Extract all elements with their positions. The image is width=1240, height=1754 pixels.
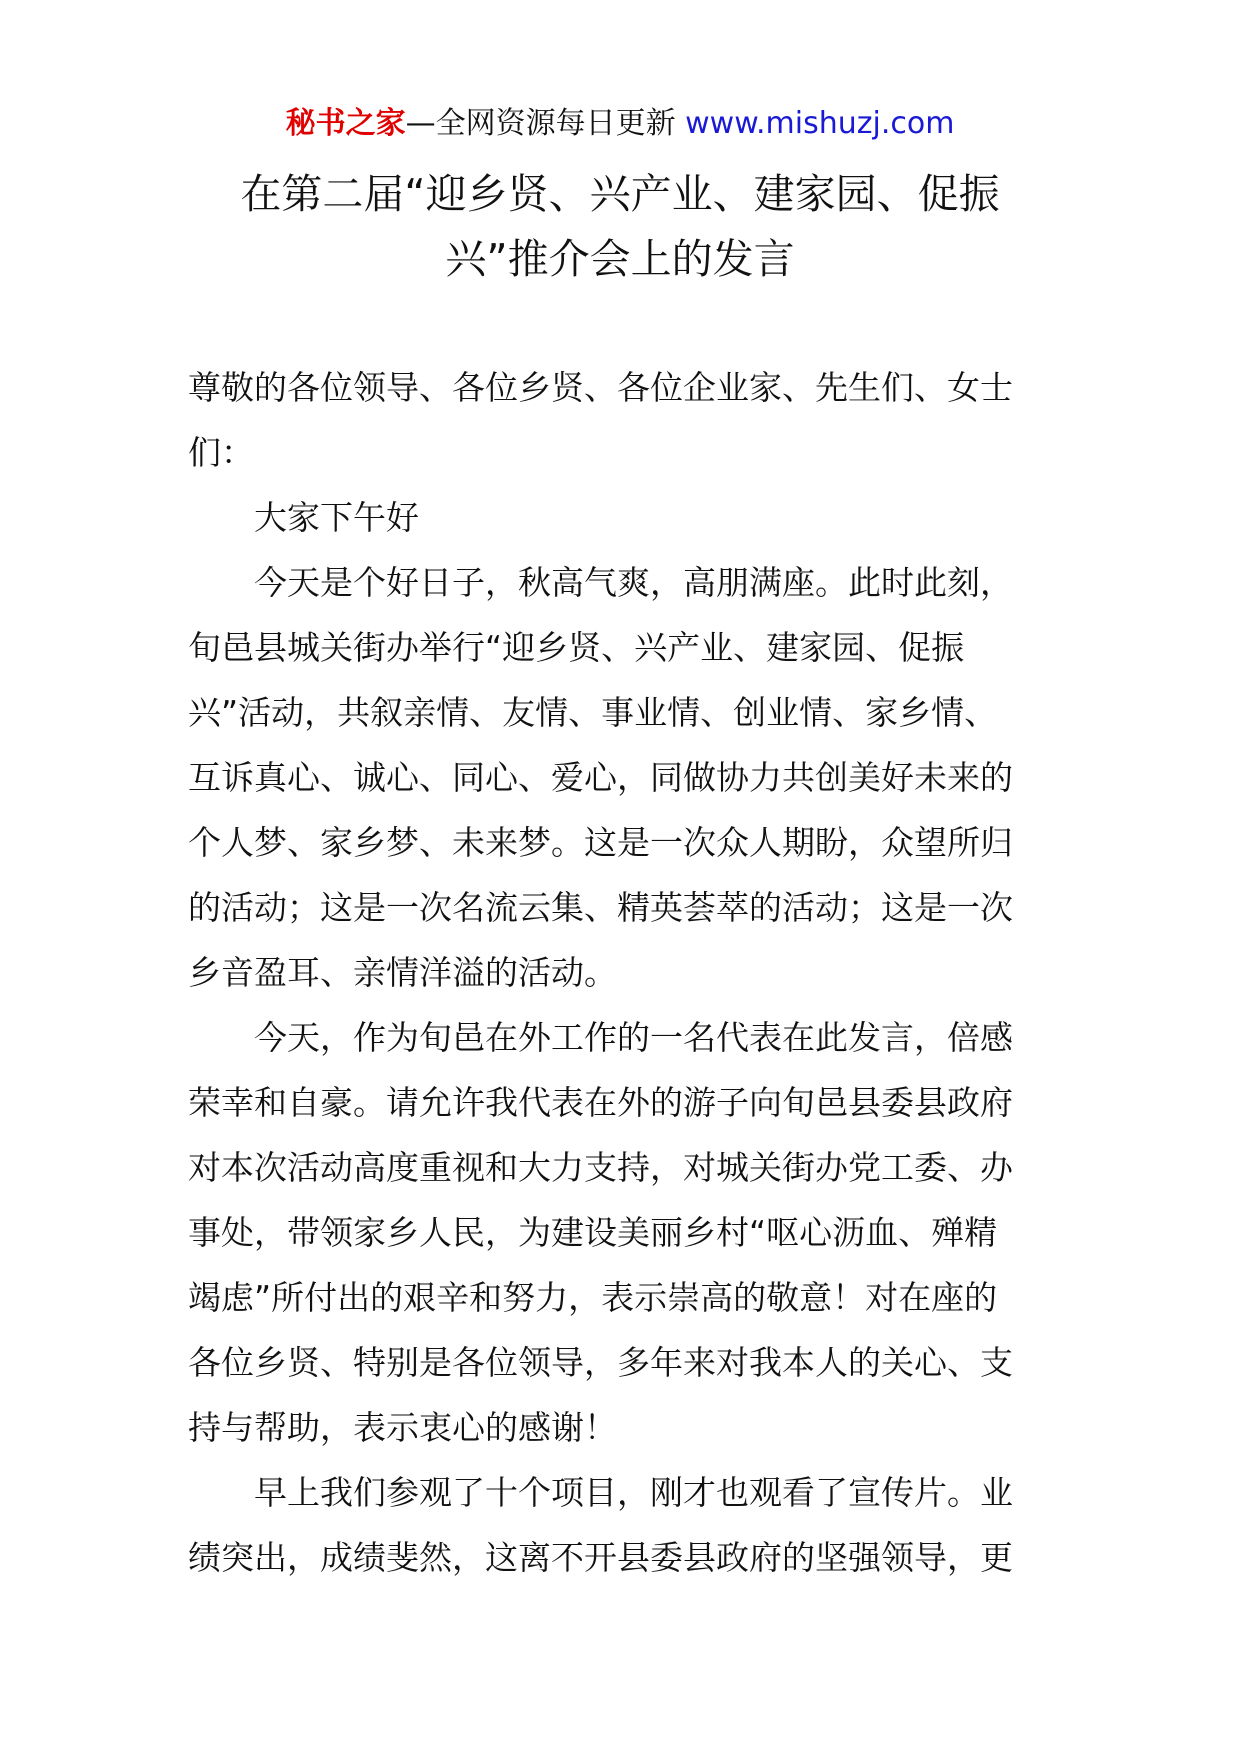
body-line: 旬邑县城关街办举行“迎乡贤、兴产业、建家园、促振 bbox=[188, 628, 965, 667]
header-banner bbox=[0, 102, 1240, 146]
body-line: 今天是个好日子，秋高气爽，高朋满座。此时此刻， bbox=[254, 563, 1013, 602]
body-line: 今天，作为旬邑在外工作的一名代表在此发言，倍感 bbox=[254, 1018, 1013, 1057]
header-tagline: —全网资源每日更新 bbox=[405, 106, 686, 141]
body-line: 持与帮助，表示衷心的感谢！ bbox=[188, 1408, 617, 1447]
document-title bbox=[150, 162, 1090, 292]
body-line: 互诉真心、诚心、同心、爱心，同做协力共创美好未来的 bbox=[188, 758, 1013, 797]
body-line: 兴”活动，共叙亲情、友情、事业情、创业情、家乡情、 bbox=[188, 693, 998, 732]
body-line: 乡音盈耳、亲情洋溢的活动。 bbox=[188, 953, 617, 992]
body-line: 绩突出，成绩斐然，这离不开县委县政府的坚强领导，更 bbox=[188, 1538, 1013, 1577]
body-line: 对本次活动高度重视和大力支持，对城关街办党工委、办 bbox=[188, 1148, 1013, 1187]
body-line: 早上我们参观了十个项目，刚才也观看了宣传片。业 bbox=[254, 1473, 1013, 1512]
body-line: 事处，带领家乡人民，为建设美丽乡村“呕心沥血、殚精 bbox=[188, 1213, 998, 1252]
title-line-2: 兴”推介会上的发言 bbox=[445, 235, 795, 283]
body-line: 尊敬的各位领导、各位乡贤、各位企业家、先生们、女士 bbox=[188, 368, 1013, 407]
body-line: 的活动；这是一次名流云集、精英荟萃的活动；这是一次 bbox=[188, 888, 1013, 927]
body-line: 竭虑”所付出的艰辛和努力，表示崇高的敬意！对在座的 bbox=[188, 1278, 998, 1317]
body-line: 大家下午好 bbox=[254, 498, 419, 537]
title-line-1: 在第二届“迎乡贤、兴产业、建家园、促振 bbox=[240, 170, 1000, 218]
body-line: 各位乡贤、特别是各位领导，多年来对我本人的关心、支 bbox=[188, 1343, 1013, 1382]
document-body bbox=[188, 355, 1058, 1590]
body-line: 们： bbox=[188, 433, 254, 472]
body-line: 荣幸和自豪。请允许我代表在外的游子向旬邑县委县政府 bbox=[188, 1083, 1013, 1122]
brand-name: 秘书之家 bbox=[285, 106, 406, 141]
body-line: 个人梦、家乡梦、未来梦。这是一次众人期盼，众望所归 bbox=[188, 823, 1013, 862]
site-url[interactable]: www.mishuzj.com bbox=[685, 106, 955, 141]
